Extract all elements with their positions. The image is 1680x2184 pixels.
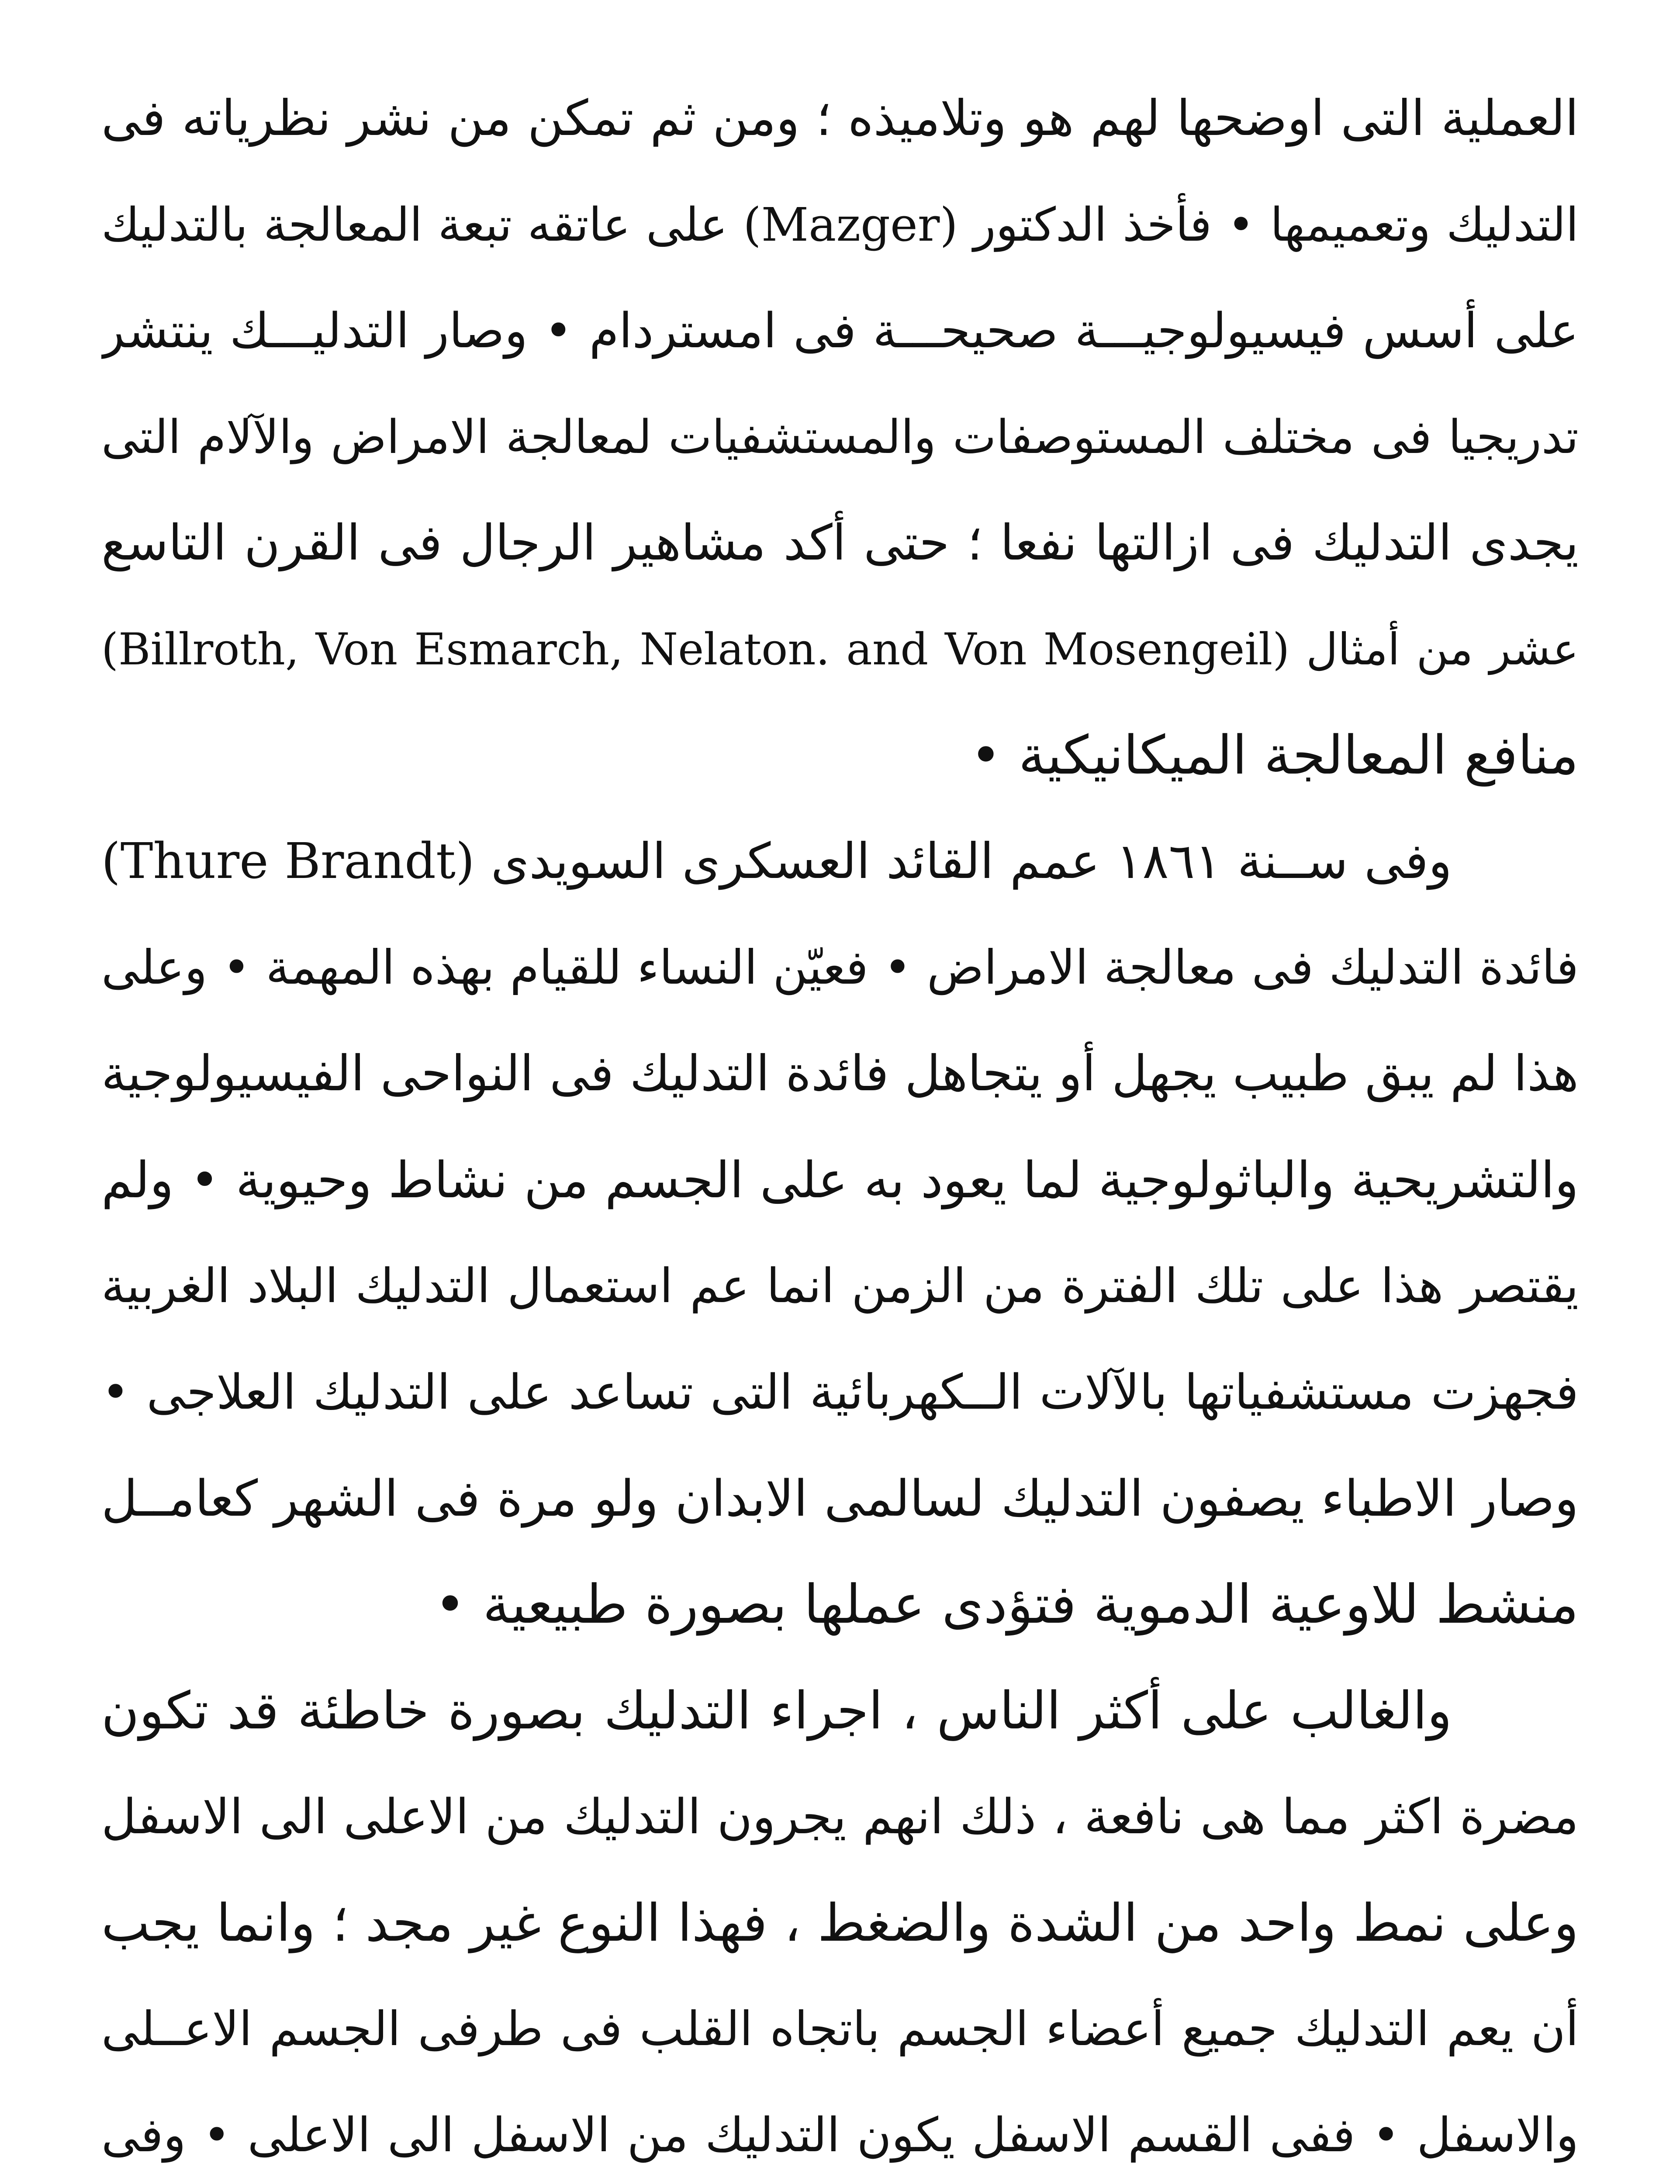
text-line: على أسس فيسيولوجيـــة صحيحـــة فى امستردام • وصار التدليـــك ينتشر	[101, 303, 1579, 359]
text-line: فجهزت مستشفياتها بالآلات الــكهربائية التى تساعد على التدليك العلاجى •	[101, 1364, 1579, 1420]
paragraph	[101, 809, 1579, 1658]
text-line: والغالب على أكثر الناس ، اجراء التدليك بصورة خاطئة قد تكون	[101, 1680, 1452, 1741]
text-line: يقتصر هذا على تلك الفترة من الزمن انما عم استعمال التدليك البلاد الغربية	[101, 1259, 1579, 1313]
text-line: والاسفل • ففى القسم الاسفل يكون التدليك من الاسفل الى الاعلى • وفى	[101, 2108, 1579, 2163]
text-line: وصار الاطباء يصفون التدليك لسالمى الابدان ولو مرة فى الشهر كعامــل	[101, 1469, 1579, 1527]
text-line: منشط للاوعية الدموية فتؤدى عملها بصورة طبيعية •	[434, 1573, 1579, 1635]
text-line: هذا لم يبق طبيب يجهل أو يتجاهل فائدة التدليك فى النواحى الفيسيولوجية	[101, 1045, 1579, 1102]
text-line: فائدة التدليك فى معالجة الامراض • فعيّن النساء للقيام بهذه المهمة • وعلى	[101, 940, 1579, 995]
text-line: منافع المعالجة الميكانيكية •	[970, 724, 1579, 786]
text-line: أن يعم التدليك جميع أعضاء الجسم باتجاه القلب فى طرفى الجسم الاعــلى	[101, 2002, 1579, 2056]
text-line: يجدى التدليك فى ازالتها نفعا ؛ حتى أكد مشاهير الرجال فى القرن التاسع	[101, 515, 1579, 571]
text-line: مضرة اكثر مما هى نافعة ، ذلك انهم يجرون التدليك من الاعلى الى الاسفل	[101, 1789, 1579, 1845]
text-line: وعلى نمط واحد من الشدة والضغط ، فهذا النوع غير مجد ؛ وانما يجب	[101, 1893, 1579, 1953]
text-line: عشر من أمثال (Billroth, Von Esmarch, Nelaton. and Von Mosengeil)	[101, 624, 1579, 675]
text-line: التدليك وتعميمها • فأخذ الدكتور (Mazger) على عاتقه تبعة المعالجة بالتدليك	[101, 198, 1579, 252]
paragraph	[101, 66, 1579, 809]
paragraph	[101, 1658, 1579, 2184]
text-line: وفى ســنة ١٨٦١ عمم القائد العسكرى السويدى (Thure Brandt)	[101, 833, 1452, 890]
text-line: العملية التى اوضحها لهم هو وتلاميذه ؛ ومن ثم تمكن من نشر نظرياته فى	[101, 90, 1579, 147]
text-line: تدريجيا فى مختلف المستوصفات والمستشفيات لمعالجة الامراض والآلام التى	[101, 410, 1579, 464]
text-line: والتشريحية والباثولوجية لما يعود به على الجسم من نشاط وحيوية • ولم	[101, 1151, 1579, 1209]
body-text	[101, 66, 1579, 2184]
